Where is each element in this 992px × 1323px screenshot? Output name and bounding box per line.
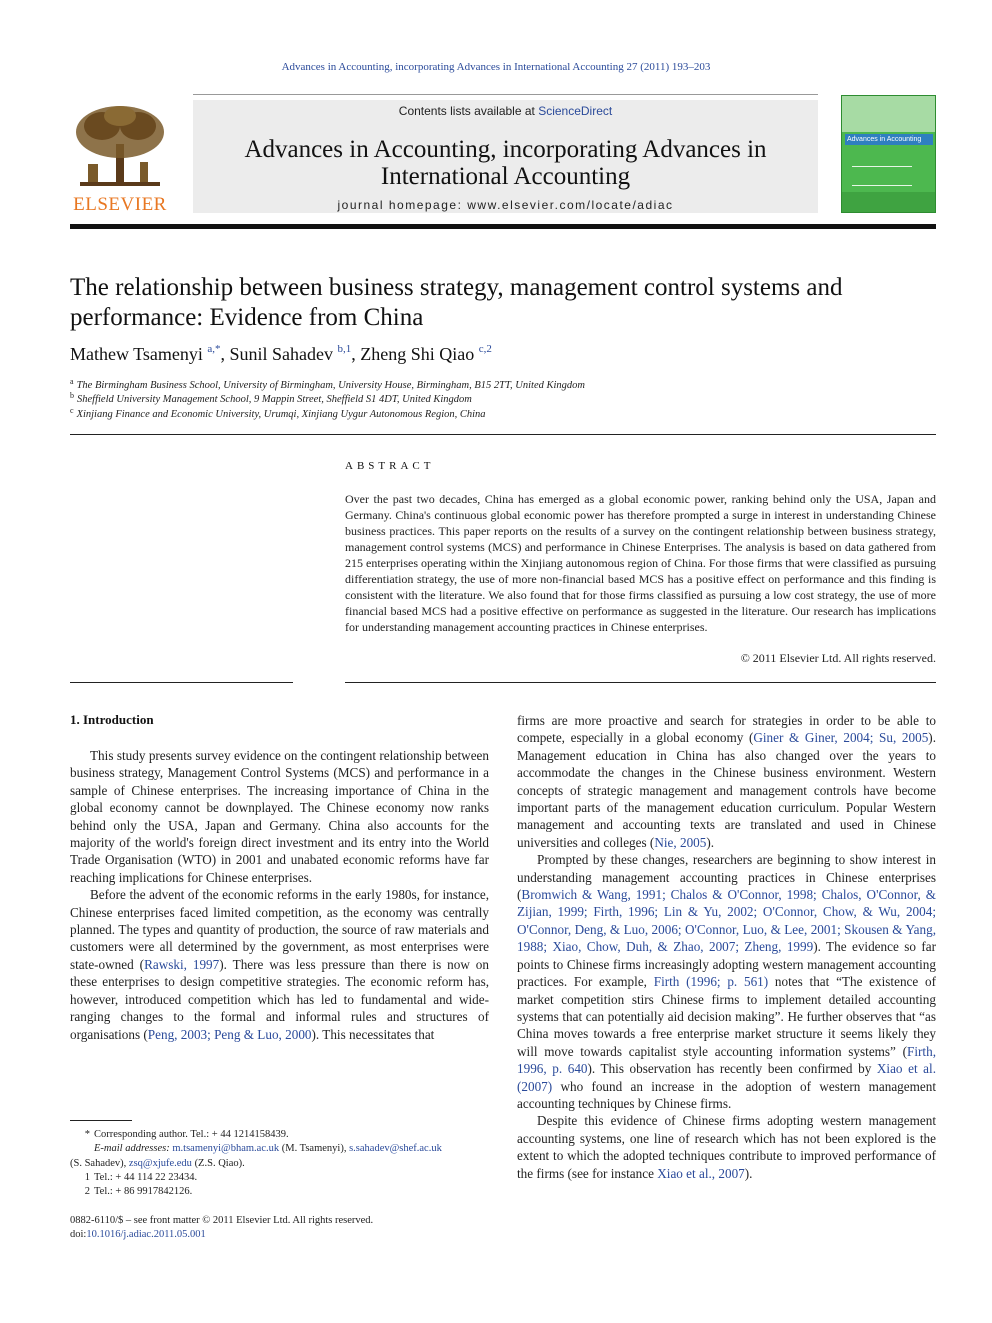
paragraph: [517, 851, 936, 1112]
reference-link[interactable]: Peng, 2003; Peng & Luo, 2000: [147, 1026, 312, 1042]
affiliation-text: Sheffield University Management School, 9 Mappin Street, Sheffield S1 4DT, United Kingdom: [77, 394, 472, 405]
journal-citation[interactable]: Advances in Accounting, incorporating Advances in International Accounting 27 (2011) 193–203: [281, 61, 711, 73]
author-affil-mark[interactable]: a,*: [207, 343, 221, 355]
affiliation: [70, 391, 472, 405]
footnote-text: Tel.: + 86 9917842126.: [94, 1186, 193, 1198]
email-owner: (S. Sahadev),: [70, 1157, 129, 1169]
footnote-text: Corresponding author. Tel.: + 44 1214158439.: [94, 1129, 289, 1140]
journal-title-line-2: International Accounting: [380, 163, 631, 190]
paragraph-text: Before the advent of the economic reforms in the early 1980s, for instance, Chinese enterprises faced limited competition, as the economy was centrally planned. The types and quantity of production, the source of raw materials and customers were all determined by the government, as most enterprises were state-owned (: [70, 887, 489, 972]
paragraph: [517, 712, 936, 851]
author-affil-mark[interactable]: b,1: [337, 343, 352, 355]
reference-link[interactable]: Rawski, 1997: [144, 956, 220, 972]
doi-prefix: doi:: [70, 1229, 87, 1241]
reference-link[interactable]: Xiao et al. (2007): [517, 1061, 936, 1094]
paragraph-text: ). There was less pressure than there is now on these enterprises to design competitive strategies. The economic reform has, however, introduced competition which has led to fundamental and wide-ranging changes to the formal and informal rules and structures of organisations (: [70, 956, 489, 1042]
email-link[interactable]: m.tsamenyi@bham.ac.uk: [172, 1143, 280, 1155]
paragraph-text: Despite this evidence of Chinese firms adopting western management accounting systems, one line of research which has not been explored is the extent to which the adopted techniques contribute to improved performance of the firms (see for instance: [517, 1113, 936, 1181]
cover-top-band: [842, 96, 935, 132]
paragraph-text: notes that “The existence of market competition stirs Chinese firms to implement detailed accounting systems that can potentially aid decision making”. He further observes that “as China moves towards a free enterprise market structure it seems likely they will move towards capitalist style accounting information systems” (: [517, 974, 936, 1059]
author-name[interactable]: Zheng Shi Qiao: [360, 344, 475, 364]
cover-text-lines: [852, 166, 912, 186]
author-affil-mark[interactable]: c,2: [478, 343, 492, 355]
email-link[interactable]: s.sahadev@shef.ac.uk: [349, 1143, 442, 1155]
affiliation: [70, 377, 585, 391]
paragraph-text: Prompted by these changes, researchers are beginning to show interest in understanding management accounting practices in Chinese enterprises (: [517, 852, 936, 903]
issn-line: 0882-6110/$ – see front matter © 2011 Elsevier Ltd. All rights reserved.: [70, 1215, 374, 1226]
footnote-divider: [70, 1120, 132, 1121]
affiliation-mark: c: [70, 406, 74, 415]
affiliation-mark: a: [70, 377, 74, 386]
footnote-mark: 2: [84, 1186, 90, 1198]
email-label: E-mail addresses:: [94, 1143, 170, 1155]
affiliation: [70, 406, 486, 420]
reference-link[interactable]: Xiao et al., 2007: [657, 1165, 745, 1181]
footnote-mark: *: [84, 1129, 90, 1140]
journal-homepage: [193, 198, 818, 212]
masthead-bottom-rule: [70, 224, 936, 229]
affiliation-text: The Birmingham Business School, University of Birmingham, University House, Birmingham, B15 2TT, United Kingdom: [76, 380, 586, 391]
footnote-text: Tel.: + 44 114 22 23434.: [94, 1171, 198, 1183]
front-matter: [70, 1214, 373, 1243]
reference-link[interactable]: Bromwich & Wang, 1991; Chalos & O'Connor, 1998; Chalos, O'Connor, & Zijian, 1999; Firth, 1996; Lin & Yu, 2002; O'Connor, Chow, & Wu, 2004; O'Connor, Deng, & Luo, 2006; O'Connor, Luo, & Lee, 2001; Skousen & Yang, 1988; Xiao, Chow, Duh, & Zhao, 2007; Zheng, 1999: [517, 887, 936, 955]
left-column: [70, 747, 489, 1043]
journal-header-box: [193, 100, 818, 213]
footnotes: [70, 1128, 490, 1199]
paragraph: [70, 886, 489, 1043]
reference-link[interactable]: Firth, 1996, p. 640: [517, 1043, 936, 1077]
homepage-prefix: journal homepage:: [337, 198, 468, 212]
section-heading: 1. Introduction: [70, 712, 154, 727]
journal-title-line-1: Advances in Accounting, incorporating Advances in: [244, 136, 767, 163]
affiliation-mark: b: [70, 391, 74, 400]
footnote-corresponding: [70, 1128, 490, 1142]
paragraph-text: ). This observation has recently been confirmed by: [587, 1061, 877, 1077]
footnote-emails: [70, 1142, 490, 1156]
email-owner: (Z.S. Qiao).: [191, 1157, 245, 1169]
left-divider: [70, 682, 293, 683]
elsevier-tree-icon: [70, 102, 170, 192]
author-name[interactable]: Sunil Sahadev: [229, 344, 334, 364]
affiliation-divider: [70, 434, 936, 435]
elsevier-wordmark: ELSEVIER: [73, 194, 167, 215]
paragraph: [517, 1112, 936, 1182]
paragraph-text: ). Management education in China has also changed over the years to accommodate the changes in the Chinese business environment. Western concepts of strategic management and management controls have become important parts of the management education curriculum. Popular Western management and accounting texts are translated and used in Chinese universities and colleges (: [517, 730, 936, 850]
footnote-mark: 1: [84, 1171, 90, 1183]
cover-title: Advances in Accounting: [845, 134, 933, 145]
abstract-body: Over the past two decades, China has emerged as a global economic power, ranking behind only the USA, Japan and Germany. China's continuous global economic power has therefore prompted a surge in interest in understanding Chinese business practices. This paper reports on the results of a survey on the contingent relationship between business strategy, management control systems (MCS) and performance in Chinese Enterprises. The analysis is based on data gathered from 215 enterprises operating within the Xinjiang autonomous region of China. For those firms that were classified as pursuing differentiation strategy, the use of more non-financial based MCS has a positive effect on performance and this finding is consistent with the literature. We also found that for those firms classified as pursuing a low cost strategy, the use of more financial based MCS had a positive effective on performance as suggested in the literature. Our research has implications for understanding management accounting practices in Chinese enterprises.: [345, 492, 936, 634]
email-link[interactable]: zsq@xjufe.edu: [128, 1157, 192, 1169]
article-title: [70, 273, 936, 333]
author-name[interactable]: Mathew Tsamenyi: [70, 344, 203, 364]
footnote-emails-cont: [70, 1157, 490, 1171]
reference-link[interactable]: Giner & Giner, 2004; Su, 2005: [753, 730, 929, 746]
right-column: [517, 712, 936, 1182]
copyright-notice: © 2011 Elsevier Ltd. All rights reserved.: [740, 651, 936, 665]
reference-link[interactable]: Nie, 2005: [654, 834, 707, 850]
paragraph-text: ). The evidence so far points to Chinese firms increasingly adopting western management accounting practices. For example,: [517, 939, 936, 990]
journal-cover-thumbnail[interactable]: [841, 95, 936, 213]
article-title-line-1: The relationship between business strategy, management control systems and: [70, 274, 843, 301]
paragraph-text: who found an increase in the adoption of western management accounting techniques by Chinese firms.: [517, 1078, 936, 1111]
article-title-line-2: performance: Evidence from China: [70, 304, 424, 331]
paragraph-text: ).: [706, 834, 715, 850]
elsevier-logo[interactable]: [70, 102, 170, 215]
paragraph-text: firms are more proactive and search for strategies in order to be able to compete, especially in a global economy (: [517, 713, 936, 746]
cover-bottom-band: [842, 192, 935, 212]
sciencedirect-link[interactable]: ScienceDirect: [538, 104, 613, 118]
paragraph-text: ). This necessitates that: [311, 1026, 435, 1042]
affiliation-text: Xinjiang Finance and Economic University, Urumqi, Xinjiang Uygur Autonomous Region, China: [76, 409, 486, 420]
doi-line: [70, 1228, 373, 1242]
masthead-top-rule: [193, 94, 818, 95]
abstract-bottom-divider: [345, 682, 936, 683]
doi-link[interactable]: 10.1016/j.adiac.2011.05.001: [86, 1229, 206, 1241]
paragraph-text: ).: [744, 1165, 753, 1181]
email-owner: (M. Tsamenyi),: [279, 1143, 350, 1155]
journal-title: [193, 136, 818, 190]
footnote-2: [70, 1185, 490, 1199]
author-list: Mathew Tsamenyi $^{a,*}$, Sunil Sahadev $^{b,1}$, Zheng Shi Qiao $^{c,2}$: [70, 343, 492, 364]
homepage-link[interactable]: www.elsevier.com/locate/adiac: [467, 198, 674, 212]
footnote-1: [70, 1171, 490, 1185]
contents-prefix: Contents lists available at: [398, 104, 539, 118]
contents-line: [193, 104, 818, 118]
reference-link[interactable]: Firth (1996; p. 561): [653, 974, 769, 990]
paragraph: This study presents survey evidence on the contingent relationship between business strategy, Management Control Systems (MCS) and performance in a sample of Chinese enterprises. The increasing importance of China in the global economy cannot be downplayed. The Chinese economy now ranks behind only the USA, Japan and Germany. China also accounts for the majority of the world's foreign direct investment and its entry into the World Trade Organisation (WTO) in 2001 and unabated economic reforms have far reaching implications for Chinese enterprises.: [70, 748, 489, 885]
abstract-heading: ABSTRACT: [345, 460, 435, 472]
journal-masthead: [70, 94, 936, 216]
